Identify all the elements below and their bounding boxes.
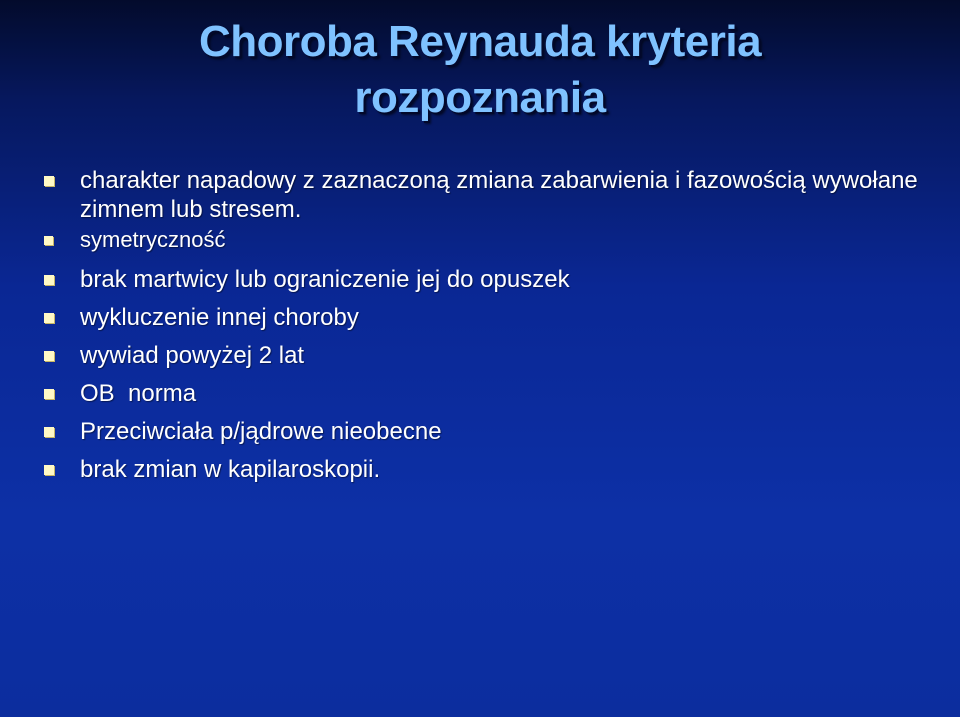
square-bullet-icon (44, 275, 54, 285)
slide-title (60, 14, 900, 126)
bullet-text: Przeciwciała p/jądrowe nieobecne (80, 418, 442, 445)
list-item (44, 379, 924, 408)
list-item (44, 455, 924, 484)
title-line-1: Choroba Reynauda kryteria (198, 17, 762, 66)
list-item (44, 225, 924, 254)
square-bullet-icon (44, 236, 53, 245)
title-line-2: rozpoznania (354, 73, 606, 122)
list-item (44, 417, 924, 446)
bullet-text: wywiad powyżej 2 lat (80, 342, 305, 369)
square-bullet-icon (44, 427, 54, 437)
square-bullet-icon (44, 389, 54, 399)
bullet-text: OB norma (80, 380, 197, 407)
square-bullet-icon (44, 313, 54, 323)
list-item (44, 341, 924, 370)
bullet-text: brak zmian w kapilaroskopii. (80, 456, 381, 483)
square-bullet-icon (44, 351, 54, 361)
bullet-text: brak martwicy lub ograniczenie jej do opuszek (80, 266, 570, 293)
bullet-text: charakter napadowy z zaznaczoną zmiana zabarwienia i fazowością wywołane zimnem lub stresem. (80, 167, 918, 223)
square-bullet-icon (44, 176, 54, 186)
list-item (44, 303, 924, 332)
bullet-text: symetryczność (80, 227, 226, 252)
square-bullet-icon (44, 465, 54, 475)
criteria-list (44, 166, 924, 493)
list-item (44, 265, 924, 294)
bullet-text: wykluczenie innej choroby (80, 304, 359, 331)
list-item (44, 166, 924, 224)
